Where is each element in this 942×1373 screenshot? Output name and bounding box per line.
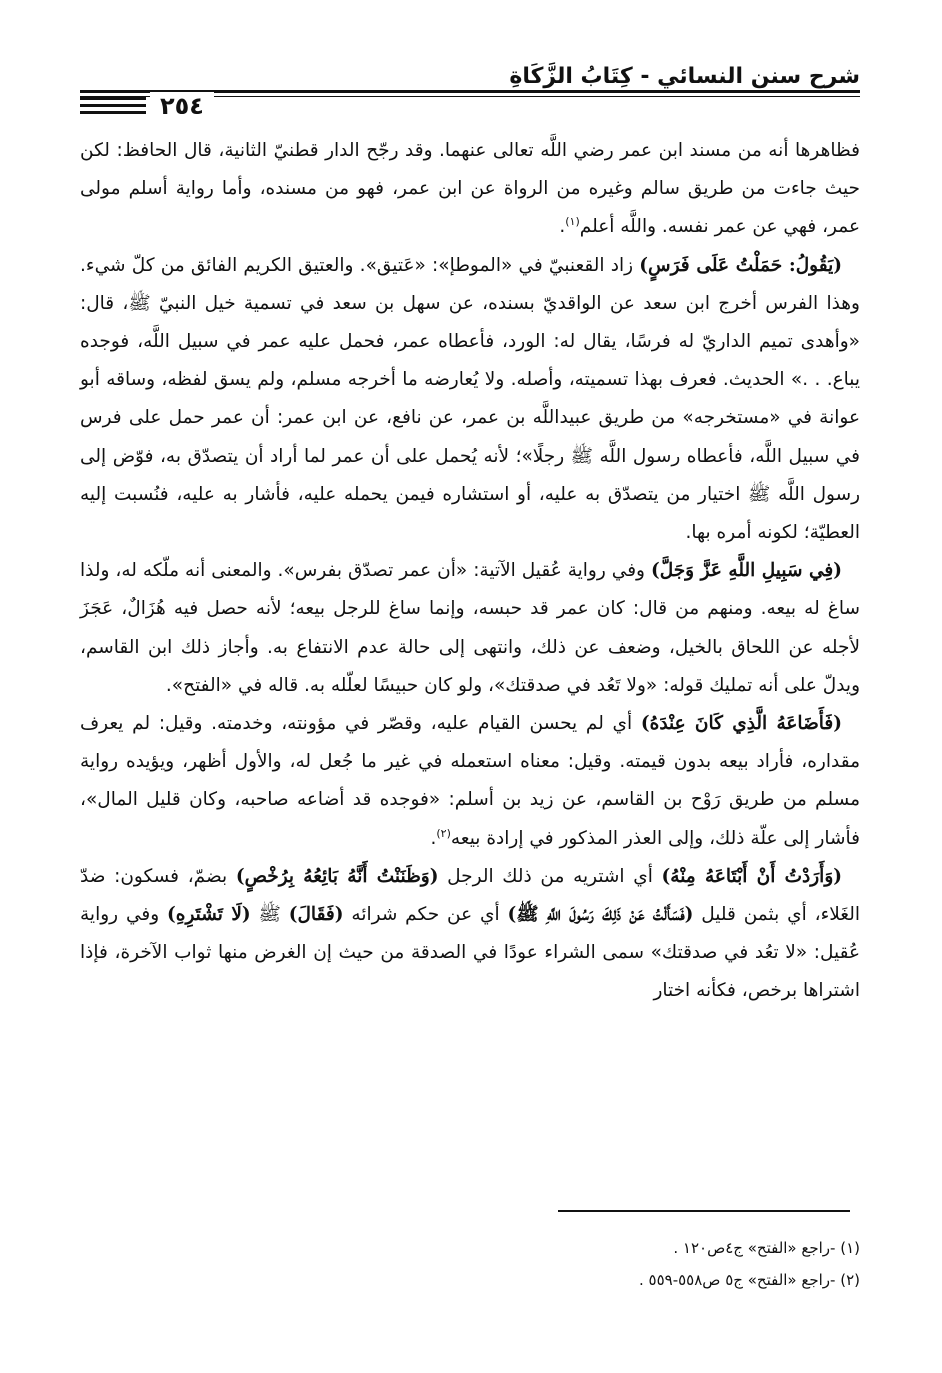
paragraph — [80, 247, 860, 553]
hadith-lemma: (لَا تَشْتَرِهِ) — [167, 904, 251, 926]
footnotes — [80, 1232, 860, 1296]
paragraph-text: ﷺ — [250, 904, 289, 926]
footnote-ref: (٢) — [436, 826, 451, 840]
paragraph-text: وفي رواية عُقيل: «لا تعُد في صدقتك» سمى الشراء عودًا في الصدقة من حيث إن الغرض منها ثواب الآخرة، فإذا اشتراها برخص، فكأنه اختار — [80, 904, 860, 1002]
main-text — [80, 132, 860, 1011]
footnote: (٢) -راجع «الفتح» ج٥ ص٥٥٨-٥٥٩ . — [638, 1271, 860, 1289]
paragraph — [80, 132, 860, 247]
paragraph-text: أي لم يحسن القيام عليه، وقصّر في مؤونته، وخدمته. وقيل: لم يعرف مقداره، فأراد بيعه بدون قيمته. وقيل: معناه استعمله في غير ما جُعل له، والأول أظهر، ويؤيده رواية مسلم من طريق رَوْح بن القاسم، عن زيد بن أسلم: «فوجده قد أضاعه صاحبه، وكان قليل المال»، فأشار إلى علّة ذلك، وإلى العذر المذكور في إرادة بيعه — [80, 713, 860, 849]
footnote-separator — [558, 1210, 850, 1212]
hadith-lemma: (فَسَأَلْتُ عَنْ ذَلِكَ رَسُولَ اللَّهِ ﷺ) — [507, 904, 694, 926]
hadith-lemma: (وَأَرَدْتُ أَنْ أَبْتَاعَهُ مِنْهُ) — [661, 865, 843, 887]
hadith-lemma: (يَقُولُ: حَمَلْتُ عَلَى فَرَسٍ) — [639, 254, 842, 276]
running-title: شرح سنن النسائي - كِتَابُ الزَّكَاةِ — [509, 64, 860, 89]
hadith-lemma: (وَظَنَنْتُ أَنَّهُ بَائِعُهُ بِرُخْصٍ) — [235, 865, 439, 887]
paragraph-text: وفي رواية عُقيل الآتية: «أن عمر تصدّق بفرس». والمعنى أنه ملّكه له، ولذا ساغ له بيعه. ومنهم من قال: كان عمر قد حبسه، وإنما ساغ للرجل بيعه؛ لأنه حصل فيه هُزَالٌ، عَجَزَ لأجله عن اللحاق بالخيل، وضعف عن ذلك، وانتهى إلى حالة عدم الانتفاع به. وأجاز ذلك ابن القاسم، ويدلّ على أنه تمليك قوله: «ولا تَعُد في صدقتك»، ولو كان حبيسًا لعلّله به. قاله في «الفتح». — [80, 560, 860, 696]
paragraph-text: بضمّ، فسكون: ضدّ الغَلاء، أي بثمن قليل — [80, 865, 861, 926]
hadith-lemma: (فَقَالَ) — [288, 904, 344, 926]
page-header — [80, 56, 860, 126]
paragraph — [80, 705, 860, 858]
paragraph-text: فظاهرها أنه من مسند ابن عمر رضي اللَّه تعالى عنهما. وقد رجّح الدار قطنيّ الثانية، قال الحافظ: لكن حيث جاءت من طريق سالم وغيره من الرواة عن ابن عمر، فهو من مسنده، وأما رواية أسلم مولى عمر، فهي عن عمر نفسه. واللَّه أعلم — [80, 140, 860, 238]
paragraph — [80, 858, 860, 1011]
paragraph-text: أي عن حكم شرائه — [343, 904, 508, 926]
paragraph-text: . — [559, 216, 566, 238]
page-number: ٢٥٤ — [150, 92, 214, 120]
hadith-lemma: (فِي سَبِيلِ اللَّهِ عَزَّ وَجَلَّ) — [650, 560, 842, 582]
footnote-ref: (١) — [565, 215, 580, 229]
page-number-ornament — [80, 96, 146, 118]
footnote: (١) -راجع «الفتح» ج٤ص١٢٠ . — [673, 1239, 860, 1257]
paragraph-text: أي اشتريه من ذلك الرجل — [438, 865, 662, 887]
paragraph — [80, 552, 860, 705]
hadith-lemma: (فَأَضَاعَهُ الَّذِي كَانَ عِنْدَهُ) — [640, 713, 843, 735]
paragraph-text: زاد القعنبيّ في «الموطإ»: «عَتيق». والعتيق الكريم الفائق من كلّ شيء. وهذا الفرس أخرج ابن سعد عن الواقديّ بسنده، عن سهل بن سعد في تسمية خيل النبيّ ﷺ، قال: «وأهدى تميم الداريّ له فرسًا، يقال له: الورد، فأعطاه عمر، فحمل عليه عمر في سبيل اللَّه، فوجده يباع. . .» الحديث. فعرف بهذا تسميته، وأصله. ولا يُعارضه ما أخرجه مسلم، ولم يسق لفظه، وساقه أبو عوانة في «مستخرجه» من طريق عبيداللَّه بن عمر، عن نافع، عن ابن عمر: أن عمر حمل على فرس في سبيل اللَّه، فأعطاه رسول اللَّه ﷺ رجلًا»؛ لأنه يُحمل على أن عمر لما أراد أن يتصدّق به، فوّض إلى رسول اللَّه ﷺ اختيار من يتصدّق به عليه، أو استشاره فيمن يحمله عليه، فأشار به عليه، فنُسبت إليه العطيّة؛ لكونه أمره بها. — [80, 254, 860, 544]
paragraph-text: . — [430, 827, 437, 849]
